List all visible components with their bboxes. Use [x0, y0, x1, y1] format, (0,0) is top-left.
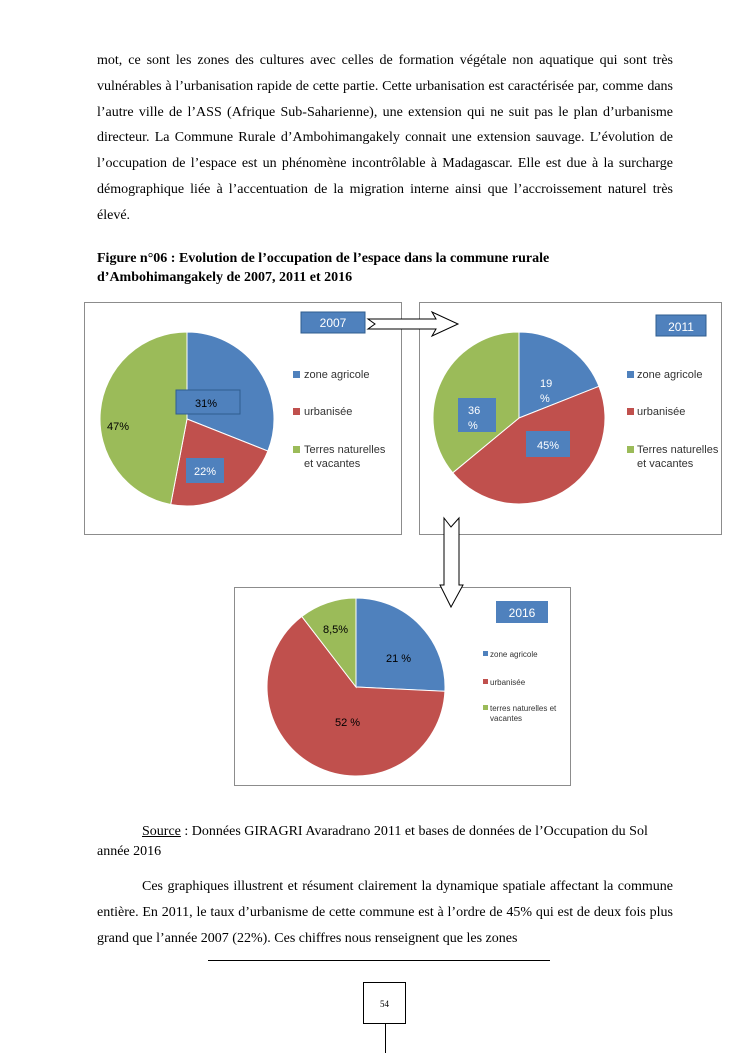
chart-2011-label-urbanisee: 45% — [536, 440, 560, 452]
chart-2016-legend-naturelles-line2: vacantes — [490, 714, 523, 723]
chart-2007-legend-naturelles-line1: Terres naturelles — [304, 444, 386, 456]
caption-line-1: Figure n°06 : Evolution de l’occupation de l’espace dans la commune rurale — [97, 251, 550, 266]
chart-2011-legend-urbanisee: urbanisée — [637, 406, 686, 418]
chart-2007-legend-urbanisee: urbanisée — [304, 406, 353, 418]
chart-2016-title: 2016 — [508, 606, 536, 620]
chart-2007-title: 2007 — [319, 316, 347, 330]
arrow-right-icon — [368, 312, 458, 336]
page-number-stem — [385, 1024, 386, 1053]
page-number: 54 — [363, 982, 406, 1024]
chart-2011-label-agricole-l2: % — [540, 393, 550, 405]
paragraph-analysis: Ces graphiques illustrent et résument clairement la dynamique spatiale affectant la commune entière. En 2011, le taux d’urbanisme de cette commune est à l’ordre de 45% qui est de deux fois plus grand que l’année 2007 (22%). Ces chiffres nous renseignent que les zones — [97, 879, 673, 946]
footer-rule — [208, 960, 550, 961]
chart-2007-legend-agricole: zone agricole — [304, 369, 370, 381]
source-label: Source — [142, 824, 181, 839]
chart-2016-legend-agricole: zone agricole — [490, 650, 538, 659]
chart-2007-legend-naturelles-line2: et vacantes — [304, 458, 361, 470]
chart-2011-label-naturelles-l2: % — [468, 420, 478, 432]
chart-2016-legend-urbanisee: urbanisée — [490, 678, 526, 687]
chart-2016-label-agricole: 21 % — [386, 653, 412, 665]
chart-2007-label-naturelles: 47% — [107, 421, 130, 433]
chart-2016-label-naturelles: 8,5% — [323, 624, 349, 636]
chart-2011-label-agricole-l1: 19 — [540, 378, 553, 390]
chart-2016-label-urbanisee: 52 % — [335, 717, 361, 729]
chart-2011-title: 2011 — [668, 320, 694, 334]
chart-2011-label-naturelles-l1: 36 — [468, 405, 481, 417]
chart-2011-legend-agricole: zone agricole — [637, 369, 703, 381]
chart-2007-label-urbanisee: 22% — [193, 466, 217, 478]
chart-2011-legend-naturelles-line1: Terres naturelles — [637, 444, 719, 456]
paragraph-intro: mot, ce sont les zones des cultures avec celles de formation végétale non aquatique qui sont très vulnérables à l’urbanisation rapide de cette partie. Cette urbanisation est caractérisée par, comme dans l’autre ville de l’ASS (Afrique Sub-Saharienne), une extension qui ne suit pas le plan d’urbanisme directeur. La Commune Rurale d’Ambohimangakely connait une extension sauvage. L’évolution de l’occupation de l’espace est un phénomène incontrôlable à Madagascar. Elle est due à la surcharge démographique liée à l’accentuation de la migration interne ainsi que l’accroissement naturel très élevé. — [97, 53, 673, 223]
chart-2016-legend-naturelles-line1: terres naturelles et — [490, 704, 557, 713]
arrow-down-icon — [440, 518, 463, 607]
chart-2011-legend-naturelles-line2: et vacantes — [637, 458, 694, 470]
caption-line-2: d’Ambohimangakely de 2007, 2011 et 2016 — [97, 270, 353, 285]
source-text: : Données GIRAGRI Avaradrano 2011 et bases de données de l’Occupation du Sol année 2016 — [97, 824, 648, 859]
chart-2007-label-agricole: 31% — [195, 398, 218, 410]
figure-source — [97, 822, 677, 862]
